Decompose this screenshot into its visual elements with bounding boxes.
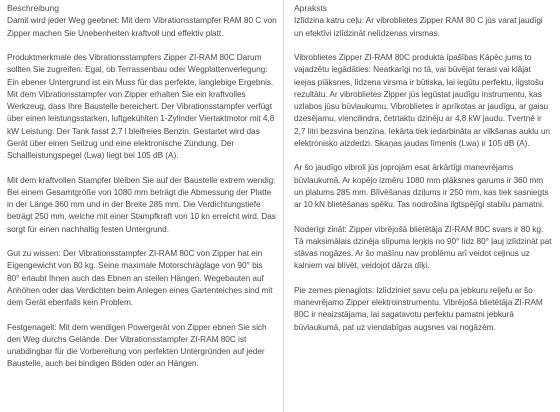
latvian-description-panel [284,0,560,412]
german-paragraph-4: Gut zu wissen: Der Vibrationsstampfer ZI-RAM 80C von Zipper hat ein Eigengewicht von 80 kg. Seine maximale Motorschräglage von 90° bis 80° erlaubt Ihnen auch das Ebnen an steilen Hängen. Wegebauten auf Anhöhen oder das Verdichten beim Anlegen eines Gartenteiches sind mit dem Gerät ebenfalls kein Problem. [7,248,273,307]
latvian-paragraph-3: Ar šo jaudīgo vibroli jūs joprojām esat ārkārtīgi manevrējams būvlaukumā. Ar kopējo izmēru 1080 mm plāksnes garums ir 360 mm un platums 285 mm. Blīvēšanas dziļums ir 250 mm, kas tiek sasniegts ar 10 kN blietēšanas spēku. Tas nodrošina ilgtspējīgi stabilu pamatni. [294,162,549,209]
german-description-title: Beschreibung [7,3,59,13]
latvian-paragraph-5: Pie zemes pienaglots: Izlīdziniet savu ceļu pa jebkuru reljefu ar šo manevrējamo Zipper elektroinstrumentu. Vibrējošā blietētāja ZI-RAM 80C ir neaizstājama, lai sagatavotu perfektu pamatni jebkurā būvlaukumā, pat uz viendabīgas augsnes vai nogāzēm. [294,284,543,332]
latvian-paragraph-4: Noderīgi zināt: Zipper vibrējošā blietētāja ZI-RAM 80C svars ir 80 kg. Tā maksimālais dzinēja slīpuma leņķis no 90° līdz 80° ļauj izlīdzināt pat stāvas nogāzes. Ar šo mašīnu nav problēmu arī veidot ceļinus uz kalniem vai blīvēt, veidojot dārza dīķi. [294,223,552,271]
german-paragraph-3: Mit dem kraftvollen Stampfer bleiben Sie auf der Baustelle extrem wendig: Bei einem Gesamtgröße von 1080 mm beträgt die Abmessung der Platte in der Länge 360 mm und in der Breite 285 mm. Die Verdichtungstiefe beträgt 250 mm, welche mit einer Stampfkraft von 10 kn erreicht wird. Das sorgt für einen nachhaltig festen Untergrund. [7,174,276,234]
german-paragraph-2: Produktmerkmale des Vibrationsstampfers Zipper ZI-RAM 80C Darum sollten Sie zugreifen: Egal, ob Terrassenbau oder Wegplattenverlegung: Ein ebener Untergrund ist ein Muss für das perfekte, langlebige Ergebnis. Mit dem Vibrationsstampfer von Zipper erhalten Sie ein kraftvolles Werkzeug, dass Ihre Baustelle bereichert. Der Vibrationsstampfer verfügt über einen leistungsstarken, luftgekühlten 1-Zylinder Viertaktmotor mit 4,8 kW Leistung. Der Tank fasst 2,7 l bleifreies Benzin. Gestartet wird das Gerät über einen Seilzug und eine elektronische Zündung. Der Schallleistungspegel (Lwa) liegt bei 105 dB (A). [7,52,275,160]
german-paragraph-1: Damit wird jeder Weg geebnet: Mit dem Vibrationsstampfer RAM 80 C von Zipper machen Sie Unebenheiten kraftvoll und effektiv platt. [7,15,277,38]
latvian-description-title: Apraksts [294,3,328,13]
latvian-paragraph-1: Izlīdzina katru ceļu: Ar vibroblietes Zipper RAM 80 C jūs varat jaudīgi un efektīvi izlīdzināt nelīdzenas virsmas. [294,15,543,38]
latvian-paragraph-2: Vibroblietes Zipper ZI-RAM 80C produkta īpašības Kāpēc jums to vajadzētu iegādāties: Neatkarīgi no tā, vai būvējat terasi vai klājat ieejas plāksnes, līdzena virsma ir būtiska, lai iegūtu perfektu, ilgstošu rezultātu. Ar vibroblietes Zipper jūs iegūstat jaudīgu instrumentu, kas uzlabos jūsu būvlaukumu. Vibroblietes ir aprīkotas ar jaudīgu, ar gaisu dzesējamu, viencilindra, četrtaktu dzinēju ar 4,8 kW jaudu. Tvertnē ir 2,7 litri bezsvina benzīna. Iekārta tiek iedarbināta ar vilkšanas auklu un elektronisko aizdedzi. Skaņas jaudas līmenis (Lwa) ir 105 dB (A). [294,52,550,148]
german-paragraph-5: Festgenagelt: Mit dem wendigen Powergerät von Zipper ebnen Sie sich den Weg durchs Gelände. Der Vibrationsstampfer ZI-RAM 80C ist unabdingbar für die Vorbereitung von perfekten Untergründen auf jeder Baustelle, auch bei bindigen Böden oder an Hängen. [7,321,267,369]
